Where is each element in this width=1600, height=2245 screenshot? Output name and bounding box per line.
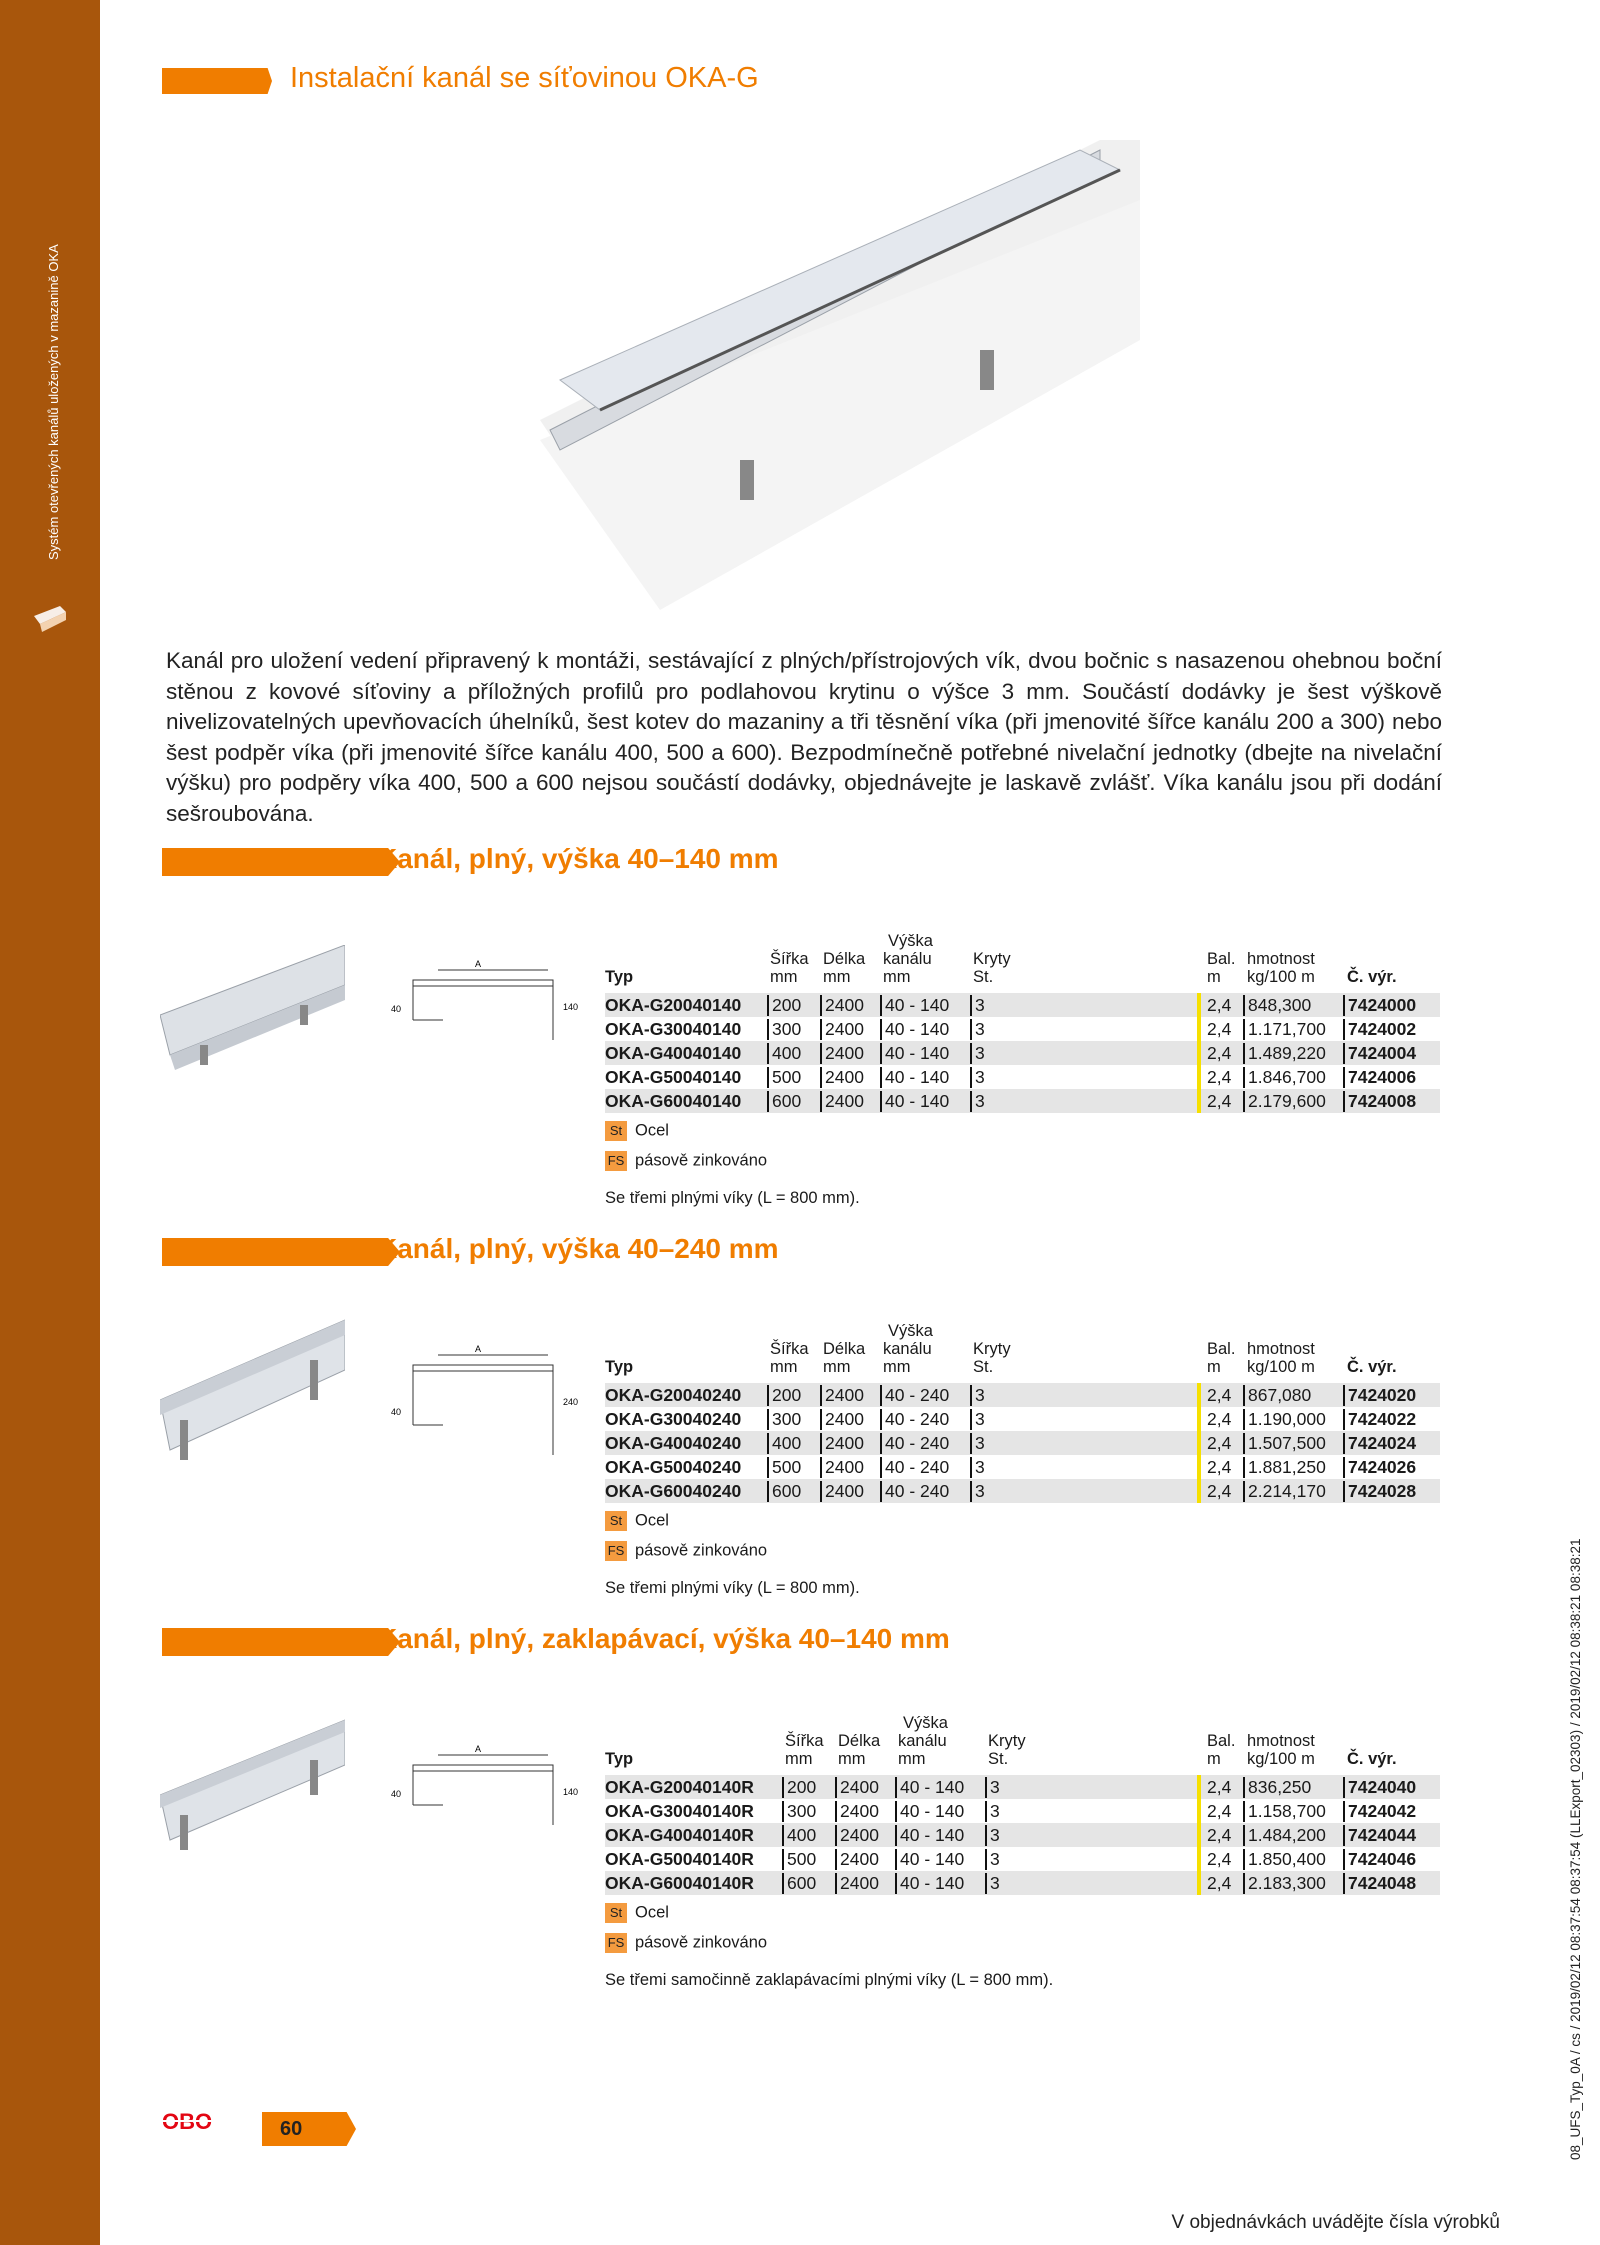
- col-header: Bal.: [1207, 950, 1236, 968]
- table-row: OKA-G50040140R 500 2400 40 - 140 3 2,4 1.850,400 7424046: [605, 1849, 1417, 1869]
- col-header: hmotnost: [1247, 1732, 1315, 1750]
- legend-finish: FS pásově zinkováno: [605, 1151, 1440, 1181]
- cross-section-drawing: [383, 1735, 583, 1865]
- section-title: Kanál, plný, zaklapávací, výška 40–140 mm: [377, 1623, 950, 1654]
- spec-table: [605, 1687, 1440, 1990]
- col-header: Typ: [605, 1358, 634, 1376]
- col-unit: St.: [973, 968, 994, 986]
- col-unit: mm: [785, 1750, 813, 1768]
- col-header: Kryty: [973, 1340, 1011, 1358]
- table-row: OKA-G20040140 200 2400 40 - 140 3 2,4 848,300 7424000: [605, 993, 1440, 1017]
- hero-product-image: [540, 140, 1140, 620]
- col-header: Šířka: [770, 950, 809, 968]
- table-row: OKA-G40040140R 400 2400 40 - 140 3 2,4 1.484,200 7424044: [605, 1823, 1440, 1847]
- col-unit: mm: [770, 1358, 798, 1376]
- dimension-label: 40: [391, 1407, 402, 1417]
- col-unit: kg/100 m: [1247, 968, 1315, 986]
- col-unit: mm: [898, 1750, 926, 1768]
- col-header: Typ: [605, 1750, 634, 1768]
- table-row: OKA-G20040140R 200 2400 40 - 140 3 2,4 836,250 7424040: [605, 1775, 1440, 1799]
- material-badge: St: [605, 1511, 627, 1531]
- col-unit: mm: [823, 968, 851, 986]
- dimension-label: A: [475, 959, 482, 969]
- obo-logo: [160, 2110, 240, 2132]
- col-header: hmotnost: [1247, 950, 1315, 968]
- spec-table: [605, 905, 1440, 1208]
- col-header: Bal.: [1207, 1732, 1236, 1750]
- section-note: Se třemi plnými víky (L = 800 mm).: [605, 1189, 860, 1207]
- section-title: Kanál, plný, výška 40–140 mm: [377, 843, 779, 874]
- col-unit: mm: [823, 1358, 851, 1376]
- finish-badge: FS: [605, 1541, 627, 1561]
- export-metadata: 08_UFS_Typ_0A / cs / 2019/02/12 08:37:54 08:37:54 (LLExport_02303) / 2019/02/12 08:38:21 08:38:21: [1568, 1538, 1583, 2160]
- col-header: Délka: [838, 1732, 881, 1750]
- spec-table: [605, 1295, 1440, 1598]
- col-header: Kryty: [973, 950, 1011, 968]
- col-header: kanálu: [883, 1340, 932, 1358]
- col-header: kanálu: [898, 1732, 947, 1750]
- section-accent-bar: [162, 1628, 400, 1656]
- dimension-label: 140: [563, 1787, 579, 1797]
- dimension-label: 40: [391, 1004, 402, 1014]
- col-header: Č. výr.: [1347, 968, 1397, 986]
- intro-paragraph: Kanál pro uložení vedení připravený k montáži, sestávající z plných/přístrojových vík, dvou bočnic s nasazenou ohebnou boční stěnou z kovové síťoviny a příložných profilů pro podlahovou krytinu o výšce 3 mm. Součástí dodávky je šest výškově nivelizovatelných upevňovacích úhelníků, šest kotev do mazaniny a tři těsnění víka (při jmenovité šířce kanálu 200 a 300) nebo šest podpěr víka (při jmenovité šířce kanálu 400, 500 a 600). Bezpodmínečně potřebné nivelační jednotky (dbejte na nivelační výšku) pro podpěry víka 400, 500 a 600 nejsou součástí dodávky, objednávejte je laskavě zvlášť. Víka kanálu jsou při dodání sešroubována.: [166, 648, 1442, 826]
- col-header: hmotnost: [1247, 1340, 1315, 1358]
- col-header: Výška: [888, 932, 933, 950]
- footer-hint: V objednávkách uvádějte čísla výrobků: [1171, 2212, 1500, 2233]
- dimension-label: 240: [563, 1397, 579, 1407]
- page-number-tag: [262, 2112, 356, 2146]
- dimension-label: 40: [391, 1789, 402, 1799]
- table-row: OKA-G50040240 500 2400 40 - 240 3 2,4 1.881,250 7424026: [605, 1457, 1417, 1477]
- col-header: Délka: [823, 1340, 866, 1358]
- col-unit: m: [1207, 1750, 1221, 1768]
- col-header: Výška: [903, 1714, 948, 1732]
- table-row: OKA-G60040240 600 2400 40 - 240 3 2,4 2.214,170 7424028: [605, 1479, 1440, 1503]
- col-unit: St.: [988, 1750, 1009, 1768]
- col-unit: mm: [838, 1750, 866, 1768]
- table-row: OKA-G30040140R 300 2400 40 - 140 3 2,4 1.158,700 7424042: [605, 1801, 1417, 1821]
- table-row: OKA-G50040140 500 2400 40 - 140 3 2,4 1.846,700 7424006: [605, 1067, 1417, 1087]
- dimension-label: A: [475, 1744, 482, 1754]
- page-title: Instalační kanál se síťovinou OKA-G: [290, 62, 759, 94]
- section-accent-bar: [162, 848, 400, 876]
- legend-finish: FS pásově zinkováno: [605, 1541, 1440, 1571]
- table-row: OKA-G40040240 400 2400 40 - 240 3 2,4 1.507,500 7424024: [605, 1431, 1440, 1455]
- legend-finish: FS pásově zinkováno: [605, 1933, 1440, 1963]
- material-badge: St: [605, 1121, 627, 1141]
- col-header: Typ: [605, 968, 634, 986]
- table-row: OKA-G30040140 300 2400 40 - 140 3 2,4 1.171,700 7424002: [605, 1019, 1417, 1039]
- finish-badge: FS: [605, 1151, 627, 1171]
- col-header: Výška: [888, 1322, 933, 1340]
- cross-section-drawing: [383, 950, 583, 1080]
- table-row: OKA-G60040140R 600 2400 40 - 140 3 2,4 2.183,300 7424048: [605, 1871, 1440, 1895]
- channel-icon: [30, 598, 70, 638]
- col-unit: kg/100 m: [1247, 1750, 1315, 1768]
- col-header: Č. výr.: [1347, 1358, 1397, 1376]
- table-row: OKA-G60040140 600 2400 40 - 140 3 2,4 2.179,600 7424008: [605, 1089, 1440, 1113]
- page-number: 60: [280, 2118, 303, 2140]
- col-header: Bal.: [1207, 1340, 1236, 1358]
- section-note: Se třemi plnými víky (L = 800 mm).: [605, 1579, 860, 1597]
- sidebar-label: Systém otevřených kanálů uložených v mazanině OKA: [46, 244, 61, 560]
- legend-material: St Ocel: [605, 1903, 1440, 1933]
- table-row: OKA-G20040240 200 2400 40 - 240 3 2,4 867,080 7424020: [605, 1383, 1440, 1407]
- svg-text:OBO: OBO: [162, 2110, 213, 2132]
- product-photo: [160, 945, 345, 1075]
- product-photo: [160, 1710, 345, 1860]
- section-note: Se třemi samočinně zaklapávacími plnými víky (L = 800 mm).: [605, 1971, 1054, 1989]
- col-header: Šířka: [785, 1732, 824, 1750]
- col-header: Šířka: [770, 1340, 809, 1358]
- cross-section-drawing: [383, 1335, 583, 1485]
- col-header: Kryty: [988, 1732, 1026, 1750]
- section-title: Kanál, plný, výška 40–240 mm: [377, 1233, 779, 1264]
- dimension-label: A: [475, 1344, 482, 1354]
- col-unit: kg/100 m: [1247, 1358, 1315, 1376]
- col-unit: m: [1207, 1358, 1221, 1376]
- section-accent-bar: [162, 1238, 400, 1266]
- col-unit: mm: [883, 968, 911, 986]
- col-unit: St.: [973, 1358, 994, 1376]
- header-accent-bar: [162, 68, 272, 94]
- col-unit: mm: [883, 1358, 911, 1376]
- col-header: kanálu: [883, 950, 932, 968]
- dimension-label: 140: [563, 1002, 579, 1012]
- table-row: OKA-G30040240 300 2400 40 - 240 3 2,4 1.190,000 7424022: [605, 1409, 1417, 1429]
- col-header: Č. výr.: [1347, 1750, 1397, 1768]
- legend-material: St Ocel: [605, 1121, 1440, 1151]
- material-badge: St: [605, 1903, 627, 1923]
- product-photo: [160, 1310, 345, 1470]
- col-unit: m: [1207, 968, 1221, 986]
- col-unit: mm: [770, 968, 798, 986]
- sidebar: [0, 0, 100, 2245]
- col-header: Délka: [823, 950, 866, 968]
- legend-material: St Ocel: [605, 1511, 1440, 1541]
- finish-badge: FS: [605, 1933, 627, 1953]
- table-row: OKA-G40040140 400 2400 40 - 140 3 2,4 1.489,220 7424004: [605, 1041, 1440, 1065]
